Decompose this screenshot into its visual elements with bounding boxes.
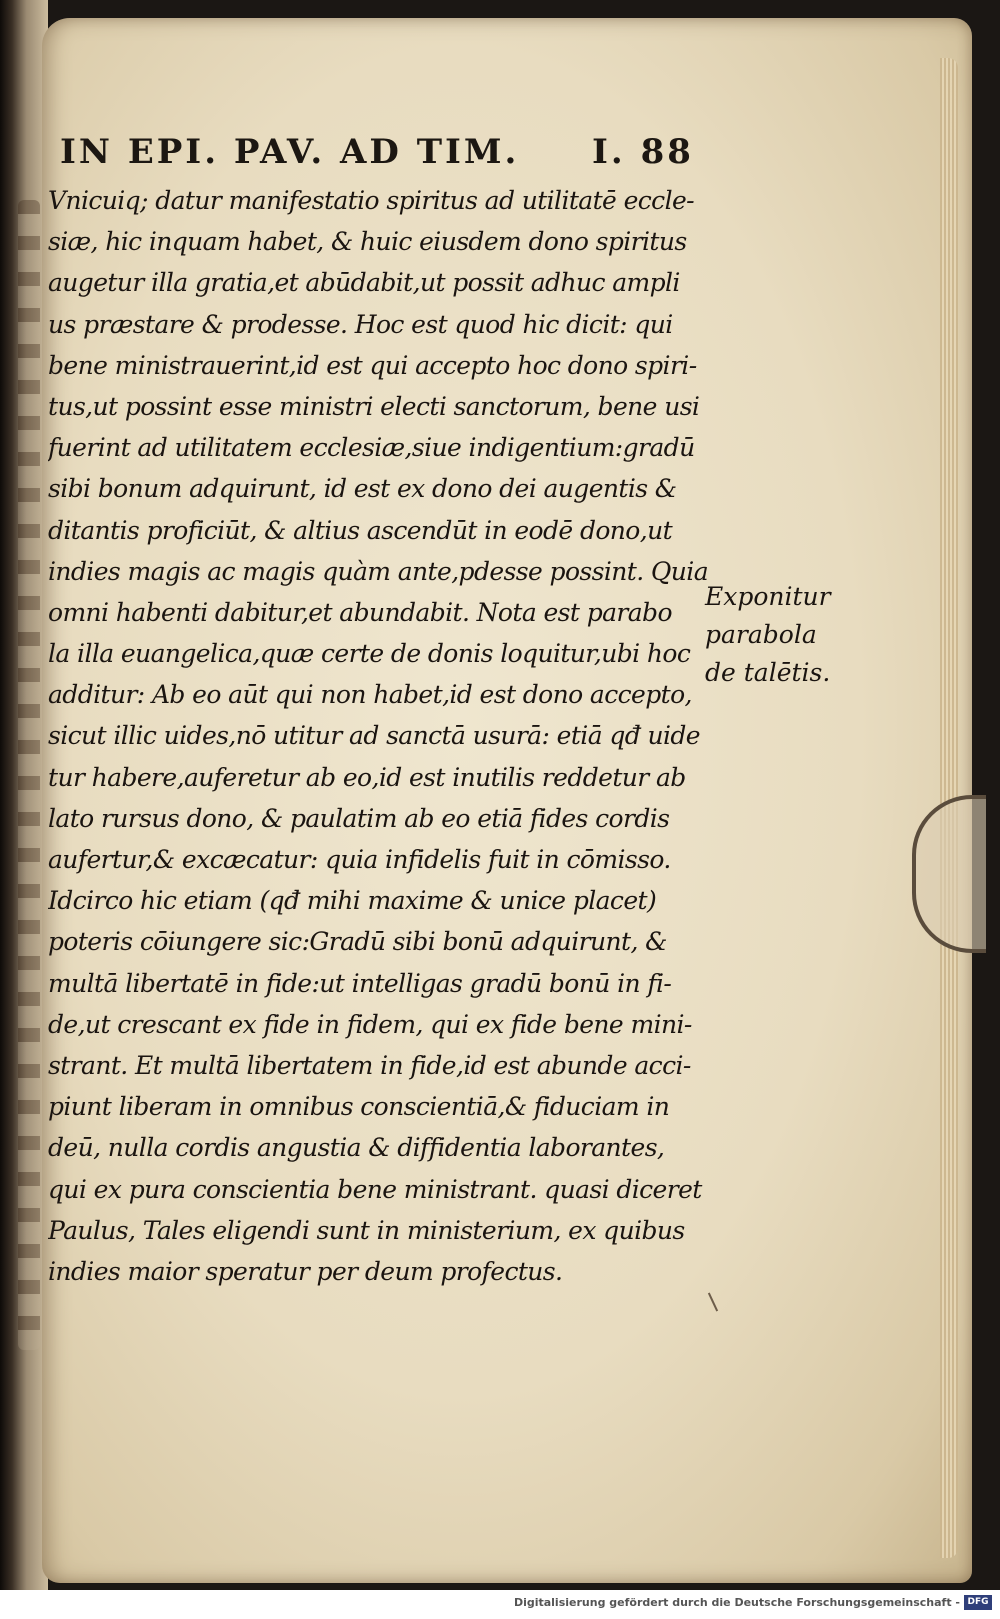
text-line: piunt liberam in omnibus conscientiā,& fiduciam in [48,1092,670,1122]
marginal-note-line: Exponitur [705,582,831,611]
text-line: us præstare & prodesse. Hoc est quod hic dicit: qui [48,309,673,339]
text-line: lato rursus dono, & paulatim ab eo etiā fides cordis [48,803,670,833]
text-line: Paulus, Tales eligendi sunt in ministerium, ex quibus [48,1215,685,1245]
folio-number: I. 88 [592,132,694,172]
text-line: indies magis ac magis quàm ante,pdesse possint. Quia [48,556,708,586]
text-line: strant. Et multā libertatem in fide,id est abunde acci- [48,1050,691,1080]
text-line: tur habere,auferetur ab eo,id est inutilis reddetur ab [48,762,686,792]
text-line: qui ex pura conscientia bene ministrant. quasi diceret [48,1174,702,1204]
text-line: bene ministrauerint,id est qui accepto hoc dono spiri- [48,350,697,380]
running-head [60,132,700,172]
text-line: de,ut crescant ex fide in fidem, qui ex fide bene mini- [48,1009,692,1039]
text-line: tus,ut possint esse ministri electi sanctorum, bene usi [48,391,700,421]
text-line: augetur illa gratia,et abūdabit,ut possit adhuc ampli [48,268,680,298]
body-text-block [48,180,713,1292]
text-line: multā libertatē in fide:ut intelligas gradū bonū in fi- [48,968,672,998]
text-line: siæ, hic inquam habet, & huic eiusdem dono spiritus [48,227,687,257]
text-line: fuerint ad utilitatem ecclesiæ,siue indigentium:gradū [48,433,695,463]
text-line: omni habenti dabitur,et abundabit. Nota est parabo [48,597,672,627]
marginal-note-line: parabola [705,620,817,649]
text-line: Idcirco hic etiam (qđ mihi maxime & unice placet) [48,886,657,916]
text-line: poteris cōiungere sic:Gradū sibi bonū adquirunt, & [48,927,667,957]
text-line: aufertur,& excæcatur: quia infidelis fuit in cōmisso. [48,845,671,874]
text-line: sicut illic uides,nō utitur ad sanctā usurā: etiā qđ uide [48,721,700,751]
text-line: Vnicuiq; datur manifestatio spiritus ad utilitatē eccle- [48,186,695,215]
footer-bar [0,1590,1000,1619]
text-line: additur: Ab eo aūt qui non habet,id est dono accepto, [48,680,692,710]
text-line: sibi bonum adquirunt, id est ex dono dei augentis & [48,474,677,504]
dfg-logo: DFG [964,1595,992,1610]
funding-credit: Digitalisierung gefördert durch die Deutsche Forschungsgemeinschaft - [513,1596,960,1609]
marginal-note [705,578,855,692]
text-line: la illa euangelica,quæ certe de donis loquitur,ubi hoc [48,639,691,669]
text-line: deū, nulla cordis angustia & diffidentia laborantes, [48,1133,665,1163]
running-head-title: IN EPI. PAV. AD TIM. [60,132,520,172]
marginal-note-line: de talētis. [705,658,831,687]
book-left-edge [0,0,48,1590]
text-line: ditantis proficiūt, & altius ascendūt in eodē dono,ut [48,515,673,545]
text-line: indies maior speratur per deum profectus. [48,1256,563,1286]
facing-page-strip [18,200,40,1350]
